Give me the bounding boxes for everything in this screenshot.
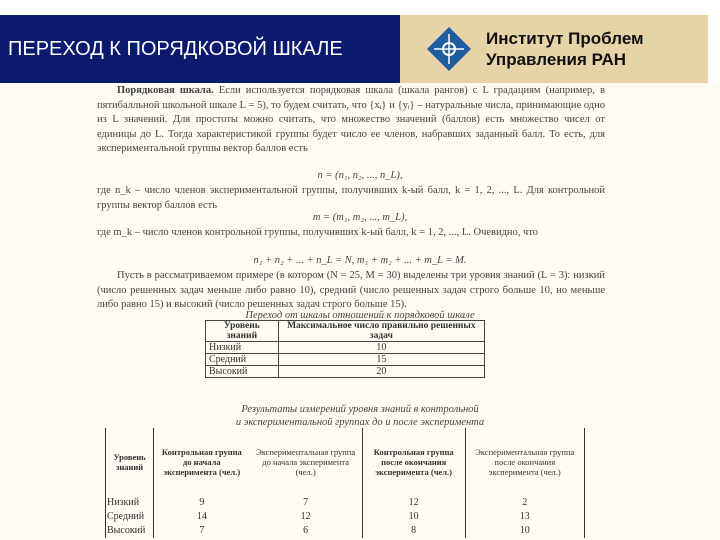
scale-transition-table [205, 320, 485, 378]
cell: 10 [278, 342, 484, 354]
cell: 8 [362, 524, 465, 538]
table2-header: Контрольная группа после окончания эксперимента (чел.) [362, 428, 465, 496]
table-row [106, 510, 585, 524]
cell: Высокий [206, 366, 279, 378]
cell: 10 [362, 510, 465, 524]
institute-banner [400, 15, 708, 83]
cell: 12 [300, 511, 311, 522]
paragraph-2: где n_k – число членов экспериментальной группы, получивших k-ый балл, k = 1, 2, ..., L. Для контрольной группы вектор баллов есть [97, 185, 605, 211]
slide-body [0, 83, 720, 540]
institute-name-line1: Институт Проблем [486, 29, 644, 48]
table-row [106, 496, 585, 510]
table1-header: Уровень знаний [206, 321, 279, 342]
table1-header: Максимальное число правильно решенных задач [278, 321, 484, 342]
formula-m: m = (m₁, m₂, ..., m_L), [312, 212, 408, 223]
cell: 15 [278, 354, 484, 366]
table-row [206, 366, 485, 378]
table2-header: Уровень знаний [106, 428, 154, 496]
results-table [105, 428, 585, 538]
paragraph-1 [97, 84, 605, 157]
cell: Средний [206, 354, 279, 366]
cell: 13 [465, 510, 584, 524]
table-row [206, 354, 485, 366]
institute-name-line2: Управления РАН [486, 50, 627, 69]
formula-n: n = (n₁, n₂, ..., n_L), [317, 170, 403, 181]
cell: Низкий [206, 342, 279, 354]
table2-header: Экспериментальная группа до начала эксперимента (чел.) [256, 447, 356, 477]
cell: 20 [278, 366, 484, 378]
table1-caption: Переход от шкалы отношений к порядковой шкале [245, 310, 475, 321]
cell: 14 [154, 510, 250, 524]
cell: 7 [154, 524, 250, 538]
cell: 12 [362, 496, 465, 510]
table-row [106, 524, 585, 538]
table2-caption-line1: Результаты измерений уровня знаний в контрольной [241, 404, 479, 415]
term-ordinal-scale: Порядковая шкала. [117, 85, 214, 96]
slide-title: ПЕРЕХОД К ПОРЯДКОВОЙ ШКАЛЕ [0, 15, 400, 83]
cell: 6 [303, 525, 309, 536]
institute-logo-icon [426, 26, 472, 72]
paragraph-3: где m_k – число членов контрольной группы, получивших k-ый балл, k = 1, 2, ..., L. Очевидно, что [97, 227, 539, 238]
cell: Средний [106, 510, 154, 524]
paragraph-4: Пусть в рассматриваемом примере (в котором (N = 25, M = 30) выделены три уровня знаний (L = 3): низкий (число решенных задач меньше либо равно 10), средний (число решенных задач строго больше 10, но меньше либо равно 15) и высокий (число решенных задач строго больше 15). [97, 270, 605, 310]
table2-caption-line2: и экспериментальной группах до и после эксперимента [235, 417, 485, 428]
cell: 9 [154, 496, 250, 510]
cell: 10 [465, 524, 584, 538]
table2-header: Контрольная группа до начала эксперимента (чел.) [154, 428, 250, 496]
cell: 7 [303, 497, 309, 508]
cell: Низкий [106, 496, 154, 510]
cell: 2 [465, 496, 584, 510]
cell: Высокий [106, 524, 154, 538]
table2-header: Экспериментальная группа после окончания эксперимента (чел.) [465, 428, 584, 496]
paragraph-1-text: Если используется порядковая шкала (шкала рангов) с L градациям (например, в пятибалльной школьной шкале L = 5), то будем считать, что {xᵢ} и {yᵢ} – натуральные числа, принимающие одно из L значений. Для простоты можно считать, что множество значений (баллов) есть множество чисел от единицы до L. Тогда характеристикой группы будет число ее членов, набравших заданный балл. То есть, для экспериментальной группы вектор баллов есть [97, 85, 605, 154]
formula-sums: n₁ + n₂ + ... + n_L = N, m₁ + m₂ + ... + m_L = M. [253, 255, 467, 266]
table-row [206, 342, 485, 354]
